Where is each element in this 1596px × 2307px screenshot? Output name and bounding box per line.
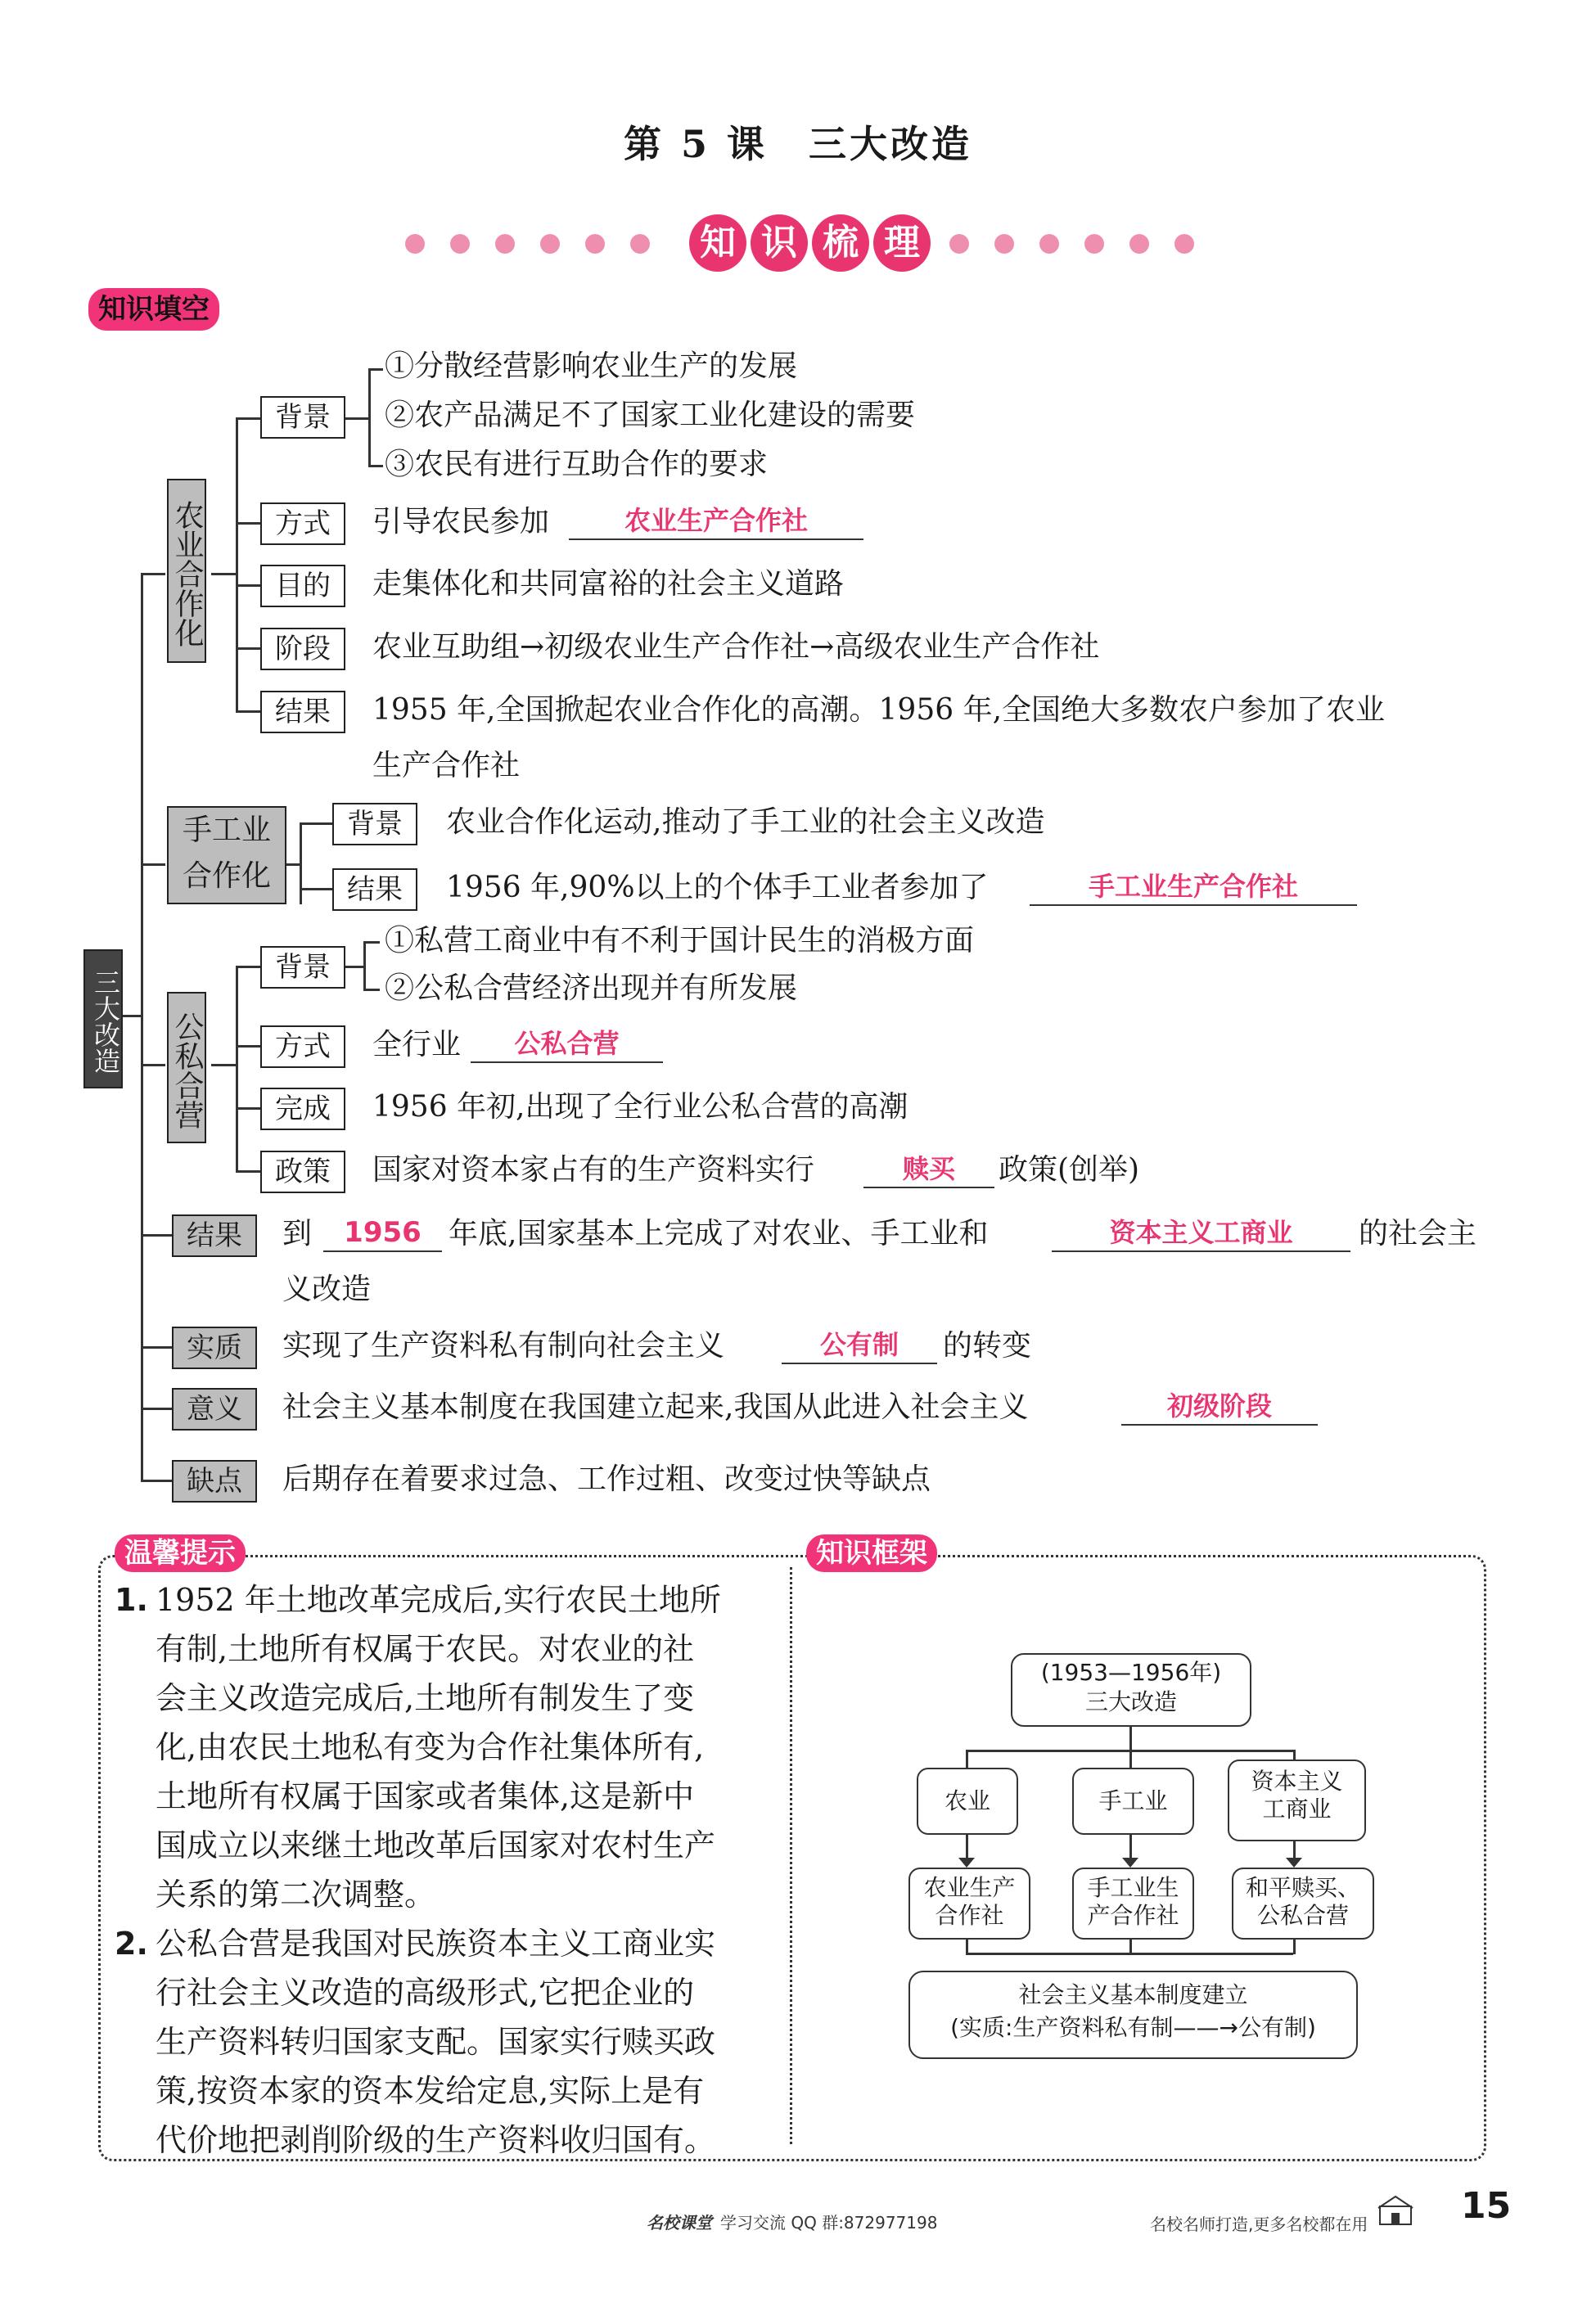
summary-meaning-label: 意义 bbox=[172, 1388, 257, 1431]
banner-char: 识 bbox=[751, 214, 808, 272]
arrow-icon bbox=[958, 1858, 975, 1868]
agri-stage-text: 农业互助组→初级农业生产合作社→高级农业生产合作社 bbox=[372, 630, 1100, 664]
joint-way-label: 方式 bbox=[260, 1025, 345, 1068]
summary-essence-answer: 公有制 bbox=[782, 1327, 937, 1364]
framework-tag: 知识框架 bbox=[806, 1534, 937, 1572]
tip-line: 土地所有权属于国家或者集体,这是新中 bbox=[156, 1778, 695, 1814]
summary-essence-text: 实现了生产资料私有制向社会主义 bbox=[282, 1329, 725, 1363]
banner-dot bbox=[405, 234, 425, 254]
tip-line: 公私合营是我国对民族资本主义工商业实 bbox=[156, 1926, 716, 1962]
joint-bg-item: ①私营工商业中有不利于国计民生的消极方面 bbox=[385, 924, 975, 957]
footer-slogan: 名校名师打造,更多名校都在用 bbox=[1150, 2215, 1368, 2234]
joint-bg-label: 背景 bbox=[260, 946, 345, 989]
framework-col3-top bbox=[1228, 1760, 1366, 1841]
joint-policy-text: 国家对资本家占有的生产资料实行 bbox=[372, 1153, 815, 1187]
craft-label-line: 手工业 bbox=[182, 813, 271, 847]
tip-line: 会主义改造完成后,土地所有制发生了变 bbox=[156, 1680, 695, 1716]
summary-result-post: 的社会主 bbox=[1359, 1217, 1477, 1250]
tips-content bbox=[115, 1575, 769, 2165]
banner-char: 理 bbox=[873, 214, 931, 272]
banner-dot bbox=[949, 234, 969, 254]
joint-done-text: 1956 年初,出现了全行业公私合营的高潮 bbox=[372, 1090, 908, 1124]
tip-line: 1952 年土地改革完成后,实行农民土地所 bbox=[156, 1582, 721, 1618]
joint-done-label: 完成 bbox=[260, 1088, 345, 1130]
agri-way-answer: 农业生产合作社 bbox=[569, 502, 863, 540]
banner-dot bbox=[1039, 234, 1059, 254]
summary-essence-post: 的转变 bbox=[943, 1329, 1032, 1363]
framework-col1-line: 合作社 bbox=[935, 1902, 1004, 1929]
framework-col3-line: 资本主义 bbox=[1251, 1768, 1343, 1795]
summary-essence-label: 实质 bbox=[172, 1327, 257, 1369]
framework-bottom-line: 社会主义基本制度建立 bbox=[1018, 1981, 1248, 2008]
footer-brand: 名校课堂 bbox=[647, 2213, 712, 2233]
footer-qq: 学习交流 QQ 群:872977198 bbox=[720, 2213, 938, 2233]
joint-label: 公私合营 bbox=[167, 992, 206, 1143]
framework-bottom-box bbox=[908, 1971, 1358, 2059]
framework-top-line: 三大改造 bbox=[1084, 1688, 1177, 1715]
tips-divider bbox=[790, 1567, 792, 2144]
tip-line: 化,由农民土地私有变为合作社集体所有, bbox=[156, 1729, 705, 1765]
logo-icon bbox=[1375, 2193, 1416, 2231]
craft-bg-label: 背景 bbox=[332, 803, 417, 845]
craft-label-line: 合作化 bbox=[182, 859, 271, 893]
agri-bg-item: ①分散经营影响农业生产的发展 bbox=[385, 349, 798, 383]
tip-item bbox=[115, 1575, 769, 1919]
tips-tag: 温馨提示 bbox=[115, 1534, 246, 1572]
agri-bg-item: ③农民有进行互助合作的要求 bbox=[385, 448, 769, 481]
banner-dot bbox=[1129, 234, 1149, 254]
section-tag-fill: 知识填空 bbox=[88, 288, 219, 331]
framework-bottom-line: (实质:生产资料私有制——→公有制) bbox=[950, 2014, 1316, 2041]
craft-result-text: 1956 年,90%以上的个体手工业者参加了 bbox=[446, 871, 989, 904]
joint-way-text: 全行业 bbox=[372, 1028, 462, 1061]
joint-way-answer: 公私合营 bbox=[471, 1025, 663, 1063]
section-banner bbox=[0, 211, 1596, 285]
craft-result-label: 结果 bbox=[332, 868, 417, 911]
banner-char: 知 bbox=[689, 214, 746, 272]
summary-result-line2: 义改造 bbox=[282, 1273, 372, 1306]
agri-way-label: 方式 bbox=[260, 502, 345, 545]
framework-col3b-line: 公私合营 bbox=[1256, 1902, 1349, 1929]
tip-line: 策,按资本家的资本发给定息,实际上是有 bbox=[156, 2073, 705, 2109]
banner-dot bbox=[585, 234, 605, 254]
tip-line: 关系的第二次调整。 bbox=[156, 1877, 436, 1913]
joint-policy-label: 政策 bbox=[260, 1151, 345, 1193]
agri-bg-label: 背景 bbox=[260, 396, 345, 439]
summary-result-mid: 年底,国家基本上完成了对农业、手工业和 bbox=[449, 1217, 989, 1250]
tip-number: 2. bbox=[115, 1926, 148, 1962]
framework-col2-bottom bbox=[1072, 1868, 1194, 1940]
tip-line: 行社会主义改造的高级形式,它把企业的 bbox=[156, 1975, 695, 2011]
banner-dot bbox=[1084, 234, 1104, 254]
agri-label: 农业合作化 bbox=[167, 479, 206, 663]
framework-col1-line: 农业生产 bbox=[923, 1874, 1016, 1901]
framework-col3b-line: 和平赎买、 bbox=[1245, 1874, 1360, 1901]
banner-dot bbox=[994, 234, 1014, 254]
craft-bg-text: 农业合作化运动,推动了手工业的社会主义改造 bbox=[446, 805, 1045, 839]
craft-result-answer: 手工业生产合作社 bbox=[1030, 868, 1357, 906]
page-number: 15 bbox=[1461, 2185, 1512, 2227]
summary-result-answer: 资本主义工商业 bbox=[1052, 1214, 1350, 1252]
framework-col3-line: 工商业 bbox=[1262, 1796, 1332, 1823]
agri-way-text: 引导农民参加 bbox=[372, 505, 550, 538]
arrow-icon bbox=[1286, 1858, 1302, 1868]
framework-col2-top: 手工业 bbox=[1072, 1768, 1194, 1835]
summary-result-label: 结果 bbox=[172, 1214, 257, 1257]
joint-policy-answer: 赎买 bbox=[863, 1151, 994, 1188]
tip-line: 生产资料转归国家支配。国家实行赎买政 bbox=[156, 2024, 716, 2060]
framework-col1-bottom bbox=[908, 1868, 1030, 1940]
agri-bg-item: ②农产品满足不了国家工业化建设的需要 bbox=[385, 399, 916, 432]
page-title: 第 5 课 三大改造 bbox=[623, 122, 973, 166]
arrow-icon bbox=[1122, 1858, 1138, 1868]
framework-col2-line: 产合作社 bbox=[1087, 1902, 1179, 1929]
framework-top-box bbox=[1011, 1653, 1251, 1727]
summary-meaning-text: 社会主义基本制度在我国建立起来,我国从此进入社会主义 bbox=[282, 1390, 1029, 1424]
agri-goal-label: 目的 bbox=[260, 565, 345, 607]
tip-line: 有制,土地所有权属于农民。对农业的社 bbox=[156, 1631, 695, 1667]
agri-goal-text: 走集体化和共同富裕的社会主义道路 bbox=[372, 567, 845, 601]
tip-line: 代价地把剥削阶级的生产资料收归国有。 bbox=[156, 2122, 716, 2158]
banner-dot bbox=[495, 234, 515, 254]
banner-dot bbox=[1174, 234, 1194, 254]
agri-stage-label: 阶段 bbox=[260, 628, 345, 670]
agri-result-label: 结果 bbox=[260, 691, 345, 733]
summary-flaw-text: 后期存在着要求过急、工作过粗、改变过快等缺点 bbox=[282, 1462, 931, 1496]
joint-policy-text: 政策(创举) bbox=[999, 1153, 1140, 1187]
agri-result-text: 生产合作社 bbox=[372, 749, 521, 782]
framework-col1-top: 农业 bbox=[917, 1768, 1018, 1835]
summary-meaning-answer: 初级阶段 bbox=[1121, 1388, 1318, 1426]
craft-label bbox=[167, 806, 286, 904]
root-label: 三大改造 bbox=[83, 949, 123, 1088]
summary-result-pre: 到 bbox=[282, 1217, 313, 1250]
tip-number: 1. bbox=[115, 1582, 148, 1618]
banner-char: 梳 bbox=[812, 214, 869, 272]
framework-col2-line: 手工业生 bbox=[1087, 1874, 1179, 1901]
tip-line: 国成立以来继土地改革后国家对农村生产 bbox=[156, 1827, 716, 1863]
banner-dot bbox=[450, 234, 470, 254]
agri-result-text: 1955 年,全国掀起农业合作化的高潮。1956 年,全国绝大多数农户参加了农业 bbox=[372, 693, 1386, 727]
banner-dot bbox=[630, 234, 650, 254]
joint-bg-item: ②公私合营经济出现并有所发展 bbox=[385, 971, 798, 1005]
framework-col3-bottom bbox=[1232, 1868, 1374, 1940]
tip-item bbox=[115, 1919, 769, 2165]
framework-top-line: (1953—1956年) bbox=[1040, 1659, 1222, 1686]
summary-flaw-label: 缺点 bbox=[172, 1460, 257, 1503]
banner-dot bbox=[540, 234, 560, 254]
summary-result-year: 1956 bbox=[323, 1214, 442, 1252]
